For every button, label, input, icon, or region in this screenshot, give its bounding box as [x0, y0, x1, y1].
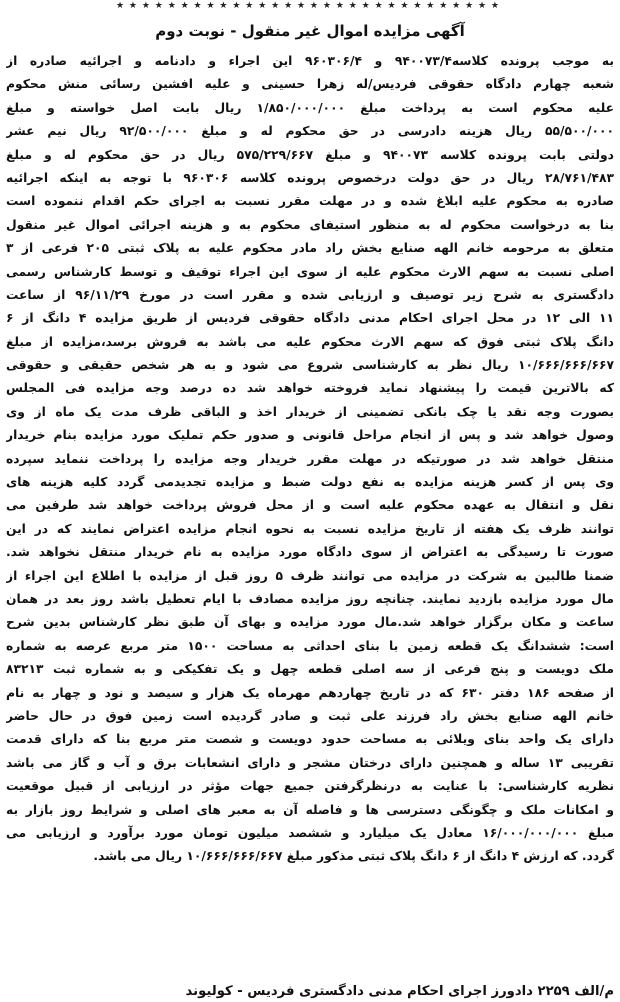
notice-line: تقریبی ۱۳ ساله و همچنین دارای درختان مشجر و دارای انشعابات برق و آب و گاز می باشد [6, 755, 614, 770]
notice-line: علیه محکوم است به پرداخت مبلغ ۱/۸۵۰/۰۰۰/۰۰۰ ریال بابت اصل خواسته و مبلغ [6, 100, 614, 115]
notice-line: صورت تا رسیدگی به اعتراض از سوی دادگاه مورد مزایده به نام خریدار منتقل نخواهد شد. [6, 545, 614, 560]
notice-line: که بالاترین قیمت را پیشنهاد نماید فروخته خواهد شد ده درصد وجه مزایده فی المجلس [6, 381, 614, 396]
notice-line: و امکانات ملک و چگونگی دسترسی ها و فاصله آن به معبر های اصلی و شرایط روز بازار به [6, 802, 614, 817]
notice-line: است: ششدانگ یک قطعه زمین با بنای احداثی به مساحت ۱۵۰۰ متر مربع عرصه به شماره [6, 638, 614, 653]
notice-line: خانم الهه صنایع بخش راد فرزند علی ثبت و صادر گردیده است زمین فوق در حال حاضر [6, 708, 614, 723]
notice-title: آگهی مزایده اموال غیر منقول - نوبت دوم [155, 22, 465, 40]
notice-line: وصول خواهد شد و پس از انجام مراحل قانونی و صدور حکم تملیک مورد مزایده بنام خریدار [6, 428, 614, 443]
notice-line: مال مورد مزایده بازدید نمایند. چنانچه روز مزایده مصادف با ایام تعطیل باشد روز بعد در همان [6, 591, 614, 606]
notice-line: شعبه چهارم دادگاه حقوقی فردیس/له زهرا حسینی و علیه افشین رسائی منش محکوم [6, 77, 614, 92]
notice-line: ساعت و مکان برگزار خواهد شد.مال مورد مزایده و بهای آن طبق نظر کارشناس بدین شرح [6, 615, 614, 630]
notice-line: بصورت وجه نقد یا چک بانکی تضمینی از خریدار اخذ و الباقی ظرف مدت یک ماه از وی [6, 404, 614, 419]
notice-line [6, 869, 614, 892]
notice-line: ۵۵/۵۰۰/۰۰۰ ریال هزینه دادرسی در حق محکوم له و مبلغ ۹۲/۵۰۰/۰۰۰ ریال نیم عشر [6, 124, 614, 139]
notice-line: ۱۱ الی ۱۲ در محل اجرای احکام مدنی دادگاه حقوقی فردیس از طریق مزایده ۴ دانگ از ۶ [6, 311, 614, 326]
notice-line: منتقل خواهد شد در صورتیکه در مهلت مقرر خریدار وجه مزایده را پرداخت ننماید سپرده [6, 451, 614, 466]
notice-line: صادره به محکوم علیه ابلاغ شده و در مهلت مقرر نسبت به اجرای حکم اقدام ننموده است [6, 194, 614, 209]
notice-line: ضمنا طالبین به شرکت در مزایده می توانند ظرف ۵ روز قبل از مزایده با اطلاع این اجراء از [6, 568, 614, 583]
notice-line: اصلی نسبت به سهم الارث محکوم علیه از سوی این اجراء توقیف و توسط کارشناس رسمی [6, 264, 614, 279]
notice-line: بنا به درخواست محکوم له به منظور استیفای محکوم به و هزینه اجرائی اموال غیر منقول [6, 217, 614, 232]
notice-line: ۲۸/۷۶۱/۴۸۳ ریال در حق دولت درخصوص پرونده کلاسه ۹۶۰۳۰۶ با توجه به اینکه اجرائیه [6, 170, 614, 185]
notice-line: وی پس از کسر هزینه مزایده به نفع دولت ضبط و مزایده تجدیدمی گردد کلیه هزینه های [6, 475, 614, 490]
notice-line: متعلق به مرحومه خانم الهه صنایع بخش راد مادر محکوم علیه به پلاک ثبتی ۲۰۵ فرعی از ۳ [6, 241, 614, 256]
notice-line: نقل و انتقال به عهده محکوم علیه است و از محل فروش پرداخت خواهد شد طرفین می [6, 498, 614, 513]
notice-line: ملک دویست و پنج فرعی از سه اصلی قطعه چهل و یک تفکیکی و به شماره ثبت ۸۳۲۱۳ [6, 662, 614, 677]
notice-line: توانند ظرف یک هفته از تاریخ مزایده نسبت به نحوه انجام مزایده اعتراض نمایند که در این [6, 521, 614, 536]
notice-line: گردد. که ارزش ۴ دانگ از ۶ دانگ پلاک ثبتی مذکور مبلغ ۱۰/۶۶۶/۶۶۶/۶۶۷ ریال می باشد. [93, 849, 614, 864]
notice-line: ۱۰/۶۶۶/۶۶۶/۶۶۷ ریال نظر به کارشناسی شروع می شود و به هر شخص حقیقی و حقوقی [6, 358, 614, 373]
notice-body [6, 50, 614, 982]
notice-line: مبلغ ۱۶/۰۰۰/۰۰۰/۰۰۰ معادل یک میلیارد و ششصد میلیون تومان مورد برآورد و ارزیابی می [6, 825, 614, 840]
notice-signature: م/الف ۲۲۵۹ دادورز اجرای احکام مدنی دادگستری فردیس - کولیوند [185, 984, 614, 999]
notice-line: نظریه کارشناسی: با عنایت به درنظرگرفتن جمیع جهات مؤثر در ارزیابی از قبیل موقعیت [6, 779, 614, 794]
notice-line: دارای یک واحد بنای ویلائی به مساحت حدود دویست و شصت متر مربع بنا که دارای قدمت [6, 732, 614, 747]
notice-line: از صفحه ۱۸۶ دفتر ۶۳۰ که در تاریخ چهاردهم مهرماه یک هزار و سیصد و نود و چهار به نام [6, 685, 614, 700]
top-ornament: ★ ★ ★ ★ ★ ★ ★ ★ ★ ★ ★ ★ ★ ★ ★ ★ ★ ★ ★ ★ ★ ★ ★ ★ ★ ★ ★ ★ ★ ★ [115, 1, 500, 11]
notice-line: دانگ پلاک ثبتی فوق که سهم الارث محکوم علیه می باشد به فروش برسد،مزایده از مبلغ [6, 334, 614, 349]
notice-line: به موجب پرونده کلاسه۹۴۰۰۷۳/۴ و ۹۶۰۳۰۶/۴ این اجراء و دادنامه و اجرائیه صادره از [6, 54, 614, 68]
notice-line: دولتی بابت پرونده کلاسه ۹۴۰۰۷۳ و مبلغ ۵۷۵/۲۲۹/۶۶۷ ریال در حق محکوم له و مبلغ [6, 147, 614, 162]
notice-line: دادگستری به شرح زیر توصیف و ارزیابی شده و مقرر است در مورخ ۹۶/۱۱/۲۹ از ساعت [6, 287, 614, 302]
